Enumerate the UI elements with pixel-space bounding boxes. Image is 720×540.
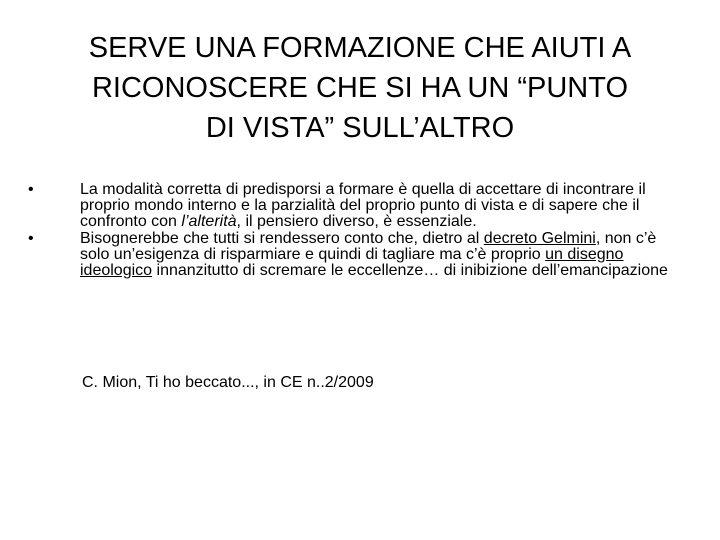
underlined-link-decreto-gelmini[interactable]: decreto Gelmini bbox=[483, 229, 596, 247]
title-line: DI VISTA” SULL’ALTRO bbox=[205, 112, 515, 144]
citation: C. Mion, Ti ho beccato..., in CE n..2/2009 bbox=[82, 374, 374, 391]
bullet-marker: • bbox=[28, 229, 34, 247]
slide-title bbox=[36, 28, 684, 148]
underlined-link-disegno-ideologico[interactable]: un disegno ideologico bbox=[80, 245, 624, 280]
bullet-item bbox=[28, 182, 688, 231]
bullet-text: , il pensiero diverso, è essenziale. bbox=[236, 213, 477, 231]
bullet-text: , non c’è solo un’esigenza di risparmiare e quindi di tagliare ma c’è proprio bbox=[80, 229, 657, 263]
bullet-item bbox=[28, 231, 688, 280]
bullet-text: innanzitutto di scremare le eccellenze… di inibizione dell’emancipazione bbox=[152, 262, 668, 280]
title-line: RICONOSCERE CHE SI HA UN “PUNTO bbox=[91, 72, 629, 104]
bullet-marker: • bbox=[28, 181, 34, 198]
bullet-list bbox=[28, 182, 688, 279]
emphasis-text: l’alterità bbox=[181, 213, 237, 231]
bullet-text: La modalità corretta di predisporsi a formare è quella di accettare di incontrare il proprio mondo interno e la parzialità del proprio punto di vista e di sapere che il confronto con bbox=[80, 181, 646, 231]
title-line: SERVE UNA FORMAZIONE CHE AIUTI A bbox=[88, 32, 632, 64]
bullet-text: Bisognerebbe che tutti si rendessero conto che, dietro al bbox=[80, 229, 484, 247]
